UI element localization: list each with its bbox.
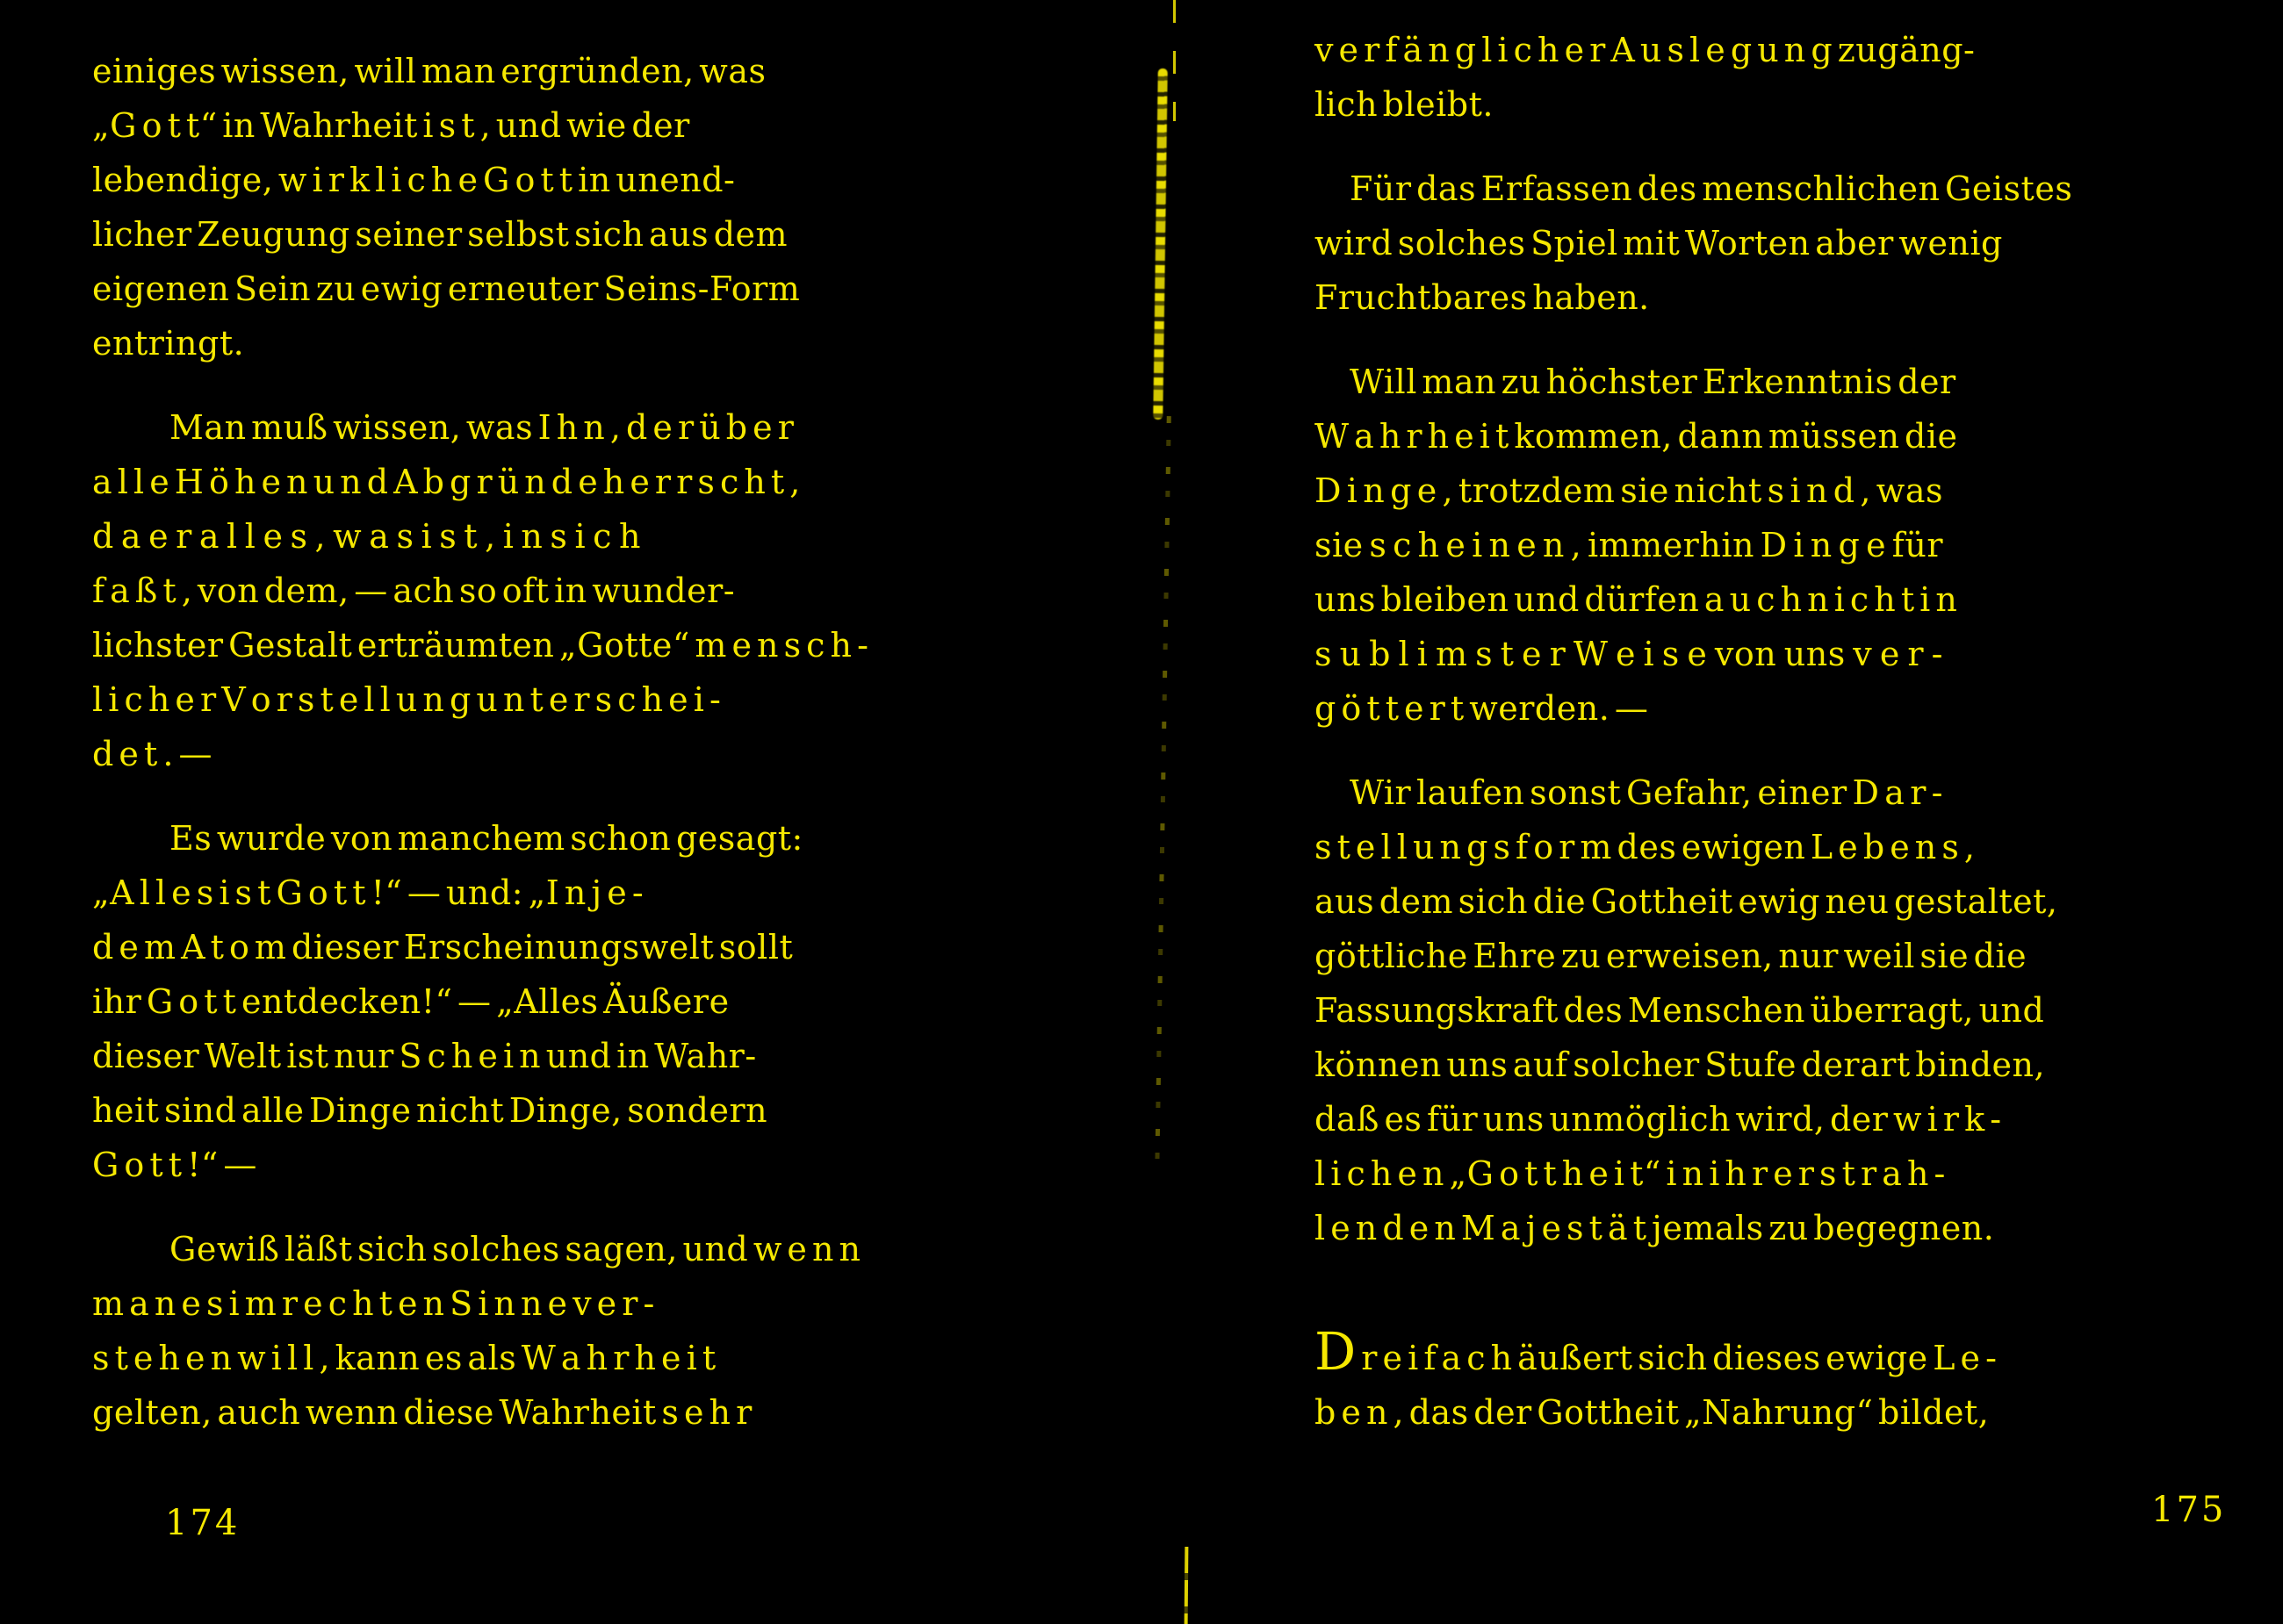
paragraph	[92, 811, 803, 1192]
text-line: gelten, auch wenn diese Wahrheit s e h r	[92, 1393, 753, 1432]
text-line: eigenen Sein zu ewig erneuter Seins-Form	[92, 269, 801, 308]
text-line: d e m A t o m dieser Erscheinungswelt sollt	[92, 928, 794, 966]
text-line: Gewiß läßt sich solches sagen, und w e n n	[169, 1230, 861, 1268]
text-line: Es wurde von manchem schon gesagt:	[169, 819, 803, 858]
paragraph	[92, 1222, 861, 1440]
text-line: aus dem sich die Gottheit ewig neu gestaltet,	[1314, 882, 2058, 921]
text-line: lebendige, w i r k l i c h e G o t t in unend-	[92, 161, 736, 199]
text-line: l i c h e r V o r s t e l l u n g u n t e r s c h e i -	[92, 680, 722, 719]
paragraph	[92, 44, 801, 370]
text-line: lich bleibt.	[1314, 85, 1494, 124]
text-line: l i c h e n „G o t t h e i t“ i n i h r e r s t r a h -	[1314, 1154, 1946, 1193]
text-line: können uns auf solcher Stufe derart binden,	[1314, 1046, 2046, 1084]
text-line: f a ß t , von dem, — ach so oft in wunder-	[92, 571, 736, 610]
text-line: einiges wissen, will man ergründen, was	[92, 52, 767, 90]
text-line: g ö t t e r t werden. —	[1314, 689, 1649, 728]
spine-crease-faint	[1155, 416, 1171, 1171]
text-line: sie s c h e i n e n , immerhin D i n g e für	[1314, 526, 1943, 564]
text-line: göttliche Ehre zu erweisen, nur weil sie die	[1314, 937, 2027, 975]
text-line: Für das Erfassen des menschlichen Geistes	[1350, 169, 2073, 208]
text-line: daß es für uns unmöglich wird, der w i r k -	[1314, 1100, 2002, 1139]
text-line: entringt.	[92, 324, 245, 363]
text-line: s u b l i m s t e r W e i s e von uns v e r -	[1314, 635, 1943, 673]
text-line: licher Zeugung seiner selbst sich aus dem	[92, 215, 789, 254]
text-line: s t e h e n w i l l , kann es als W a h r h e i t	[92, 1339, 717, 1377]
spine-crease-streak	[1153, 68, 1168, 420]
text-line: s t e l l u n g s f o r m des ewigen L e b e n s ,	[1314, 828, 1976, 866]
text-line: uns bleiben und dürfen a u c h n i c h t i n	[1314, 580, 1958, 619]
text-line: dieser Welt ist nur S c h e i n und in Wahr-	[92, 1037, 757, 1075]
page-left	[92, 44, 869, 1440]
text-line: b e n , das der Gottheit „Nahrung“ bildet,	[1314, 1393, 1990, 1432]
page-right	[1314, 23, 2073, 1440]
text-line: a l l e H ö h e n u n d A b g r ü n d e h e r r s c h t ,	[92, 463, 801, 501]
text-line: heit sind alle Dinge nicht Dinge, sondern	[92, 1091, 768, 1130]
paragraph	[92, 400, 869, 781]
text-line: d a e r a l l e s , w a s i s t , i n s i c h	[92, 517, 641, 556]
spine-mark-bottom	[1185, 1547, 1189, 1624]
paragraph	[1314, 765, 2058, 1255]
text-line: Fassungskraft des Menschen überragt, und	[1314, 991, 2045, 1030]
page-number-right: 175	[2151, 1490, 2227, 1530]
text-line: m a n e s i m r e c h t e n S i n n e v e r -	[92, 1284, 655, 1323]
paragraph	[1314, 162, 2073, 325]
text-line: W a h r h e i t kommen, dann müssen die	[1314, 417, 1958, 456]
text-line: „G o t t“ in Wahrheit i s t , und wie der	[92, 106, 690, 145]
text-line: l e n d e n M a j e s t ä t jemals zu begegnen.	[1314, 1209, 1995, 1247]
text-line: „A l l e s i s t G o t t !“ — und: „I n j e -	[92, 873, 645, 912]
text-line: Fruchtbares haben.	[1314, 278, 1650, 317]
text-line: Wir laufen sonst Gefahr, einer D a r -	[1350, 773, 1943, 812]
page-number-left: 174	[165, 1503, 241, 1543]
paragraph-dreifach	[1314, 1321, 1998, 1440]
text-line: G o t t !“ —	[92, 1146, 257, 1184]
text-line: ihr G o t t entdecken!“ — „Alles Äußere	[92, 982, 730, 1021]
text-line: lichster Gestalt erträumten „Gotte“ m e n s c h -	[92, 626, 869, 665]
text-line: Will man zu höchster Erkenntnis der	[1350, 363, 1956, 401]
spine-mark-top	[1173, 0, 1176, 121]
paragraph	[1314, 355, 1958, 736]
text-line: Man muß wissen, was I h n , d e r ü b e r	[169, 408, 795, 447]
text-line: wird solches Spiel mit Worten aber wenig	[1314, 224, 2003, 262]
text-line: d e t . —	[92, 735, 212, 773]
text-line: D r e i f a c h äußert sich dieses ewige L e -	[1314, 1321, 1998, 1382]
text-line: v e r f ä n g l i c h e r A u s l e g u n g zugäng-	[1314, 31, 1976, 69]
paragraph	[1314, 23, 1976, 132]
text-line: D i n g e , trotzdem sie nicht s i n d , was	[1314, 471, 1943, 510]
